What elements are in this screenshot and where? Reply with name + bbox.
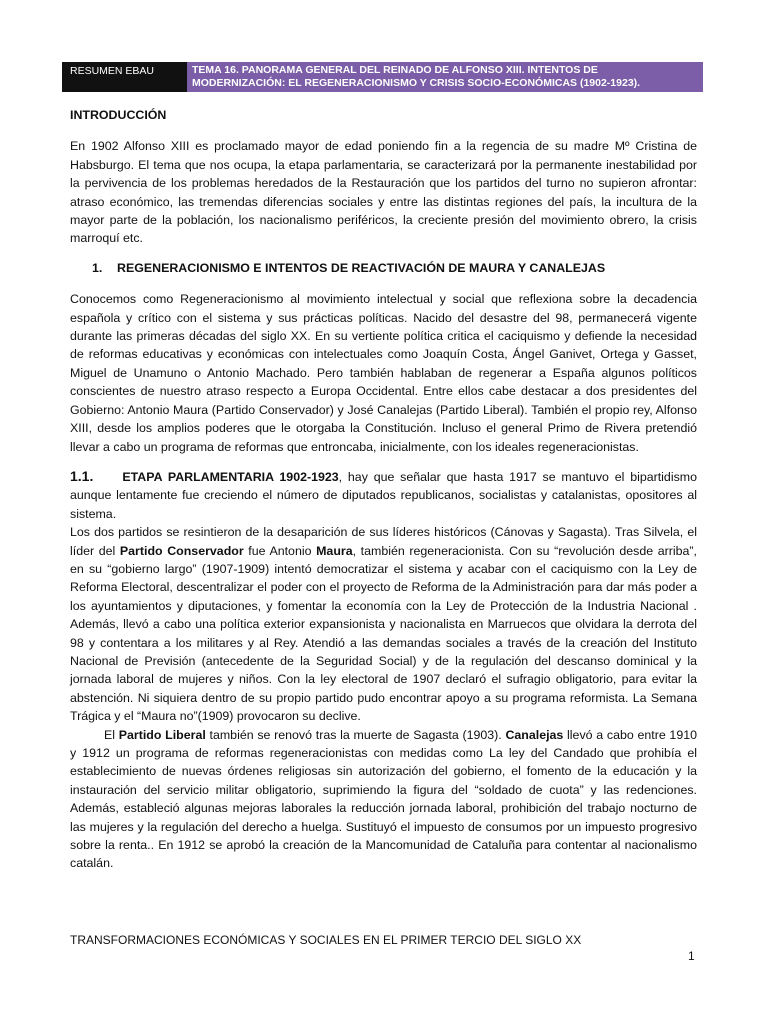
- intro-heading: INTRODUCCIÓN: [70, 108, 167, 122]
- p2-text-c: , también regeneracionista. Con su “revolución desde arriba”, en su “gobierno largo” (1907-1909) intentó democratizar el sistema y acabar con el caciquismo con la Ley de Reforma Electoral, descentralizar el poder con el proyecto de Reforma de la Administración para dar más poder a los ayuntamientos y diputaciones, y fomentar la economía con la Ley de Protección de la Industria Nacional . Además, llevó a cabo una política exterior expansionista y nacionalista en Marruecos que olvidara la derrota del 98 y contentara a los militares y al Rey. Atendió a las demandas sociales a través de la creación del Instituto Nacional de Previsión (antecedente de la Seguridad Social) y de la regulación del descanso dominical y la jornada laboral de mujeres y niños. Con la ley electoral de 1907 declaró el sufragio obligatorio, para evitar la abstención. Ni siquiera dentro de su propio partido pudo encontrar apoyo a su programa reformista. La Semana Trágica y el “Maura no”(1909) provocaron su declive.: [70, 543, 697, 724]
- section1-number: 1.: [92, 260, 103, 275]
- header-title-line2: MODERNIZACIÓN: EL REGENERACIONISMO Y CRISIS SOCIO-ECONÓMICAS (1902-1923).: [192, 77, 641, 89]
- p3-text-b: también se renovó tras la muerte de Sagasta (1903).: [205, 727, 506, 742]
- section1-heading: [70, 259, 697, 277]
- document-header: [62, 62, 703, 92]
- section1-title: REGENERACIONISMO E INTENTOS DE REACTIVACIÓN DE MAURA Y CANALEJAS: [117, 260, 606, 275]
- p3-bold-canalejas: Canalejas: [505, 727, 564, 742]
- section11-paragraph2: [70, 523, 697, 725]
- intro-paragraph: En 1902 Alfonso XIII es proclamado mayor de edad poniendo fin a la regencia de su madre Mº Cristina de Habsburgo. El tema que nos ocupa, la etapa parlamentaria, se caracterizará por la permanente inestabilidad por la pervivencia de los problemas heredados de la Restauración que los partidos del turno no supieron afrontar: atraso económico, las tremendas diferencias sociales y entre las distintas regiones del país, la incultura de la mayor parte de la población, los nacionalismo periféricos, la creciente presión del movimiento obrero, la crisis marroquí etc.: [70, 139, 697, 246]
- section11-title: ETAPA PARLAMENTARIA 1902-1923: [122, 469, 339, 484]
- document-body: [70, 106, 697, 873]
- page-number: 1: [688, 949, 695, 963]
- p3-bold-partido-liberal: Partido Liberal: [118, 727, 206, 742]
- section11-paragraph3: [70, 726, 697, 873]
- section11-intro-text: , hay que señalar que hasta 1917 se mantuvo el bipartidismo aunque lentamente fue creciendo el número de diputados republicanos, socialistas y catalanistas, opositores al sistema.: [70, 469, 697, 521]
- p2-bold-maura: Maura: [316, 543, 353, 558]
- p2-text-b: fue Antonio: [243, 543, 317, 558]
- p3-text-a: El: [104, 727, 119, 742]
- p2-text-a: Los dos partidos se resintieron de la desaparición de sus líderes históricos (Cánovas y Sagasta). Tras Silvela, el líder del: [70, 525, 697, 558]
- page-footer: TRANSFORMACIONES ECONÓMICAS Y SOCIALES EN EL PRIMER TERCIO DEL SIGLO XX: [70, 933, 582, 947]
- section11-number: 1.1.: [70, 467, 94, 484]
- header-label: RESUMEN EBAU: [62, 62, 187, 92]
- header-title: [187, 62, 703, 92]
- p2-bold-partido-conservador: Partido Conservador: [119, 543, 244, 558]
- section11-paragraph1: [70, 467, 697, 523]
- section1-paragraph: Conocemos como Regeneracionismo al movimiento intelectual y social que reflexiona sobre la decadencia española y crítico con el sistema y sus prácticas políticas. Nacido del desastre del 98, permanecerá vigente durante las primeras décadas del siglo XX. En su vertiente política critica el caciquismo y defiende la necesidad de reformas educativas y económicas con intelectuales como Joaquín Costa, Ángel Ganivet, Ortega y Gasset, Miguel de Unamuno o Antonio Machado. Pero también hablaban de regenerar a España algunos políticos conscientes de nuestro atraso respecto a Europa Occidental. Entre ellos cabe destacar a dos presidentes del Gobierno: Antonio Maura (Partido Conservador) y José Canalejas (Partido Liberal). También el propio rey, Alfonso XIII, desde los amplios poderes que le otorgaba la Constitución. Incluso el general Primo de Rivera pretendió llevar a cabo un programa de reformas que entroncaba, inicialmente, con los ideales regeneracionistas.: [70, 292, 697, 454]
- header-title-line1: TEMA 16. PANORAMA GENERAL DEL REINADO DE ALFONSO XIII. INTENTOS DE: [192, 64, 598, 76]
- p3-text-c: llevó a cabo entre 1910 y 1912 un programa de reformas regeneracionistas con medidas como La ley del Candado que prohibía el establecimiento de nuevas órdenes religiosas sin autorización del gobierno, el fomento de la educación y la instauración del servicio militar obligatorio, suprimiendo la figura del “soldado de cuota” y las redenciones. Además, estableció algunas mejoras laborales la reducción jornada laboral, prohibición del trabajo nocturno de las mujeres y la regulación del derecho a huelga. Sustituyó el impuesto de consumos por un impuesto progresivo sobre la renta.. En 1912 se aprobó la creación de la Mancomunidad de Cataluña para contentar al nacionalismo catalán.: [70, 727, 697, 871]
